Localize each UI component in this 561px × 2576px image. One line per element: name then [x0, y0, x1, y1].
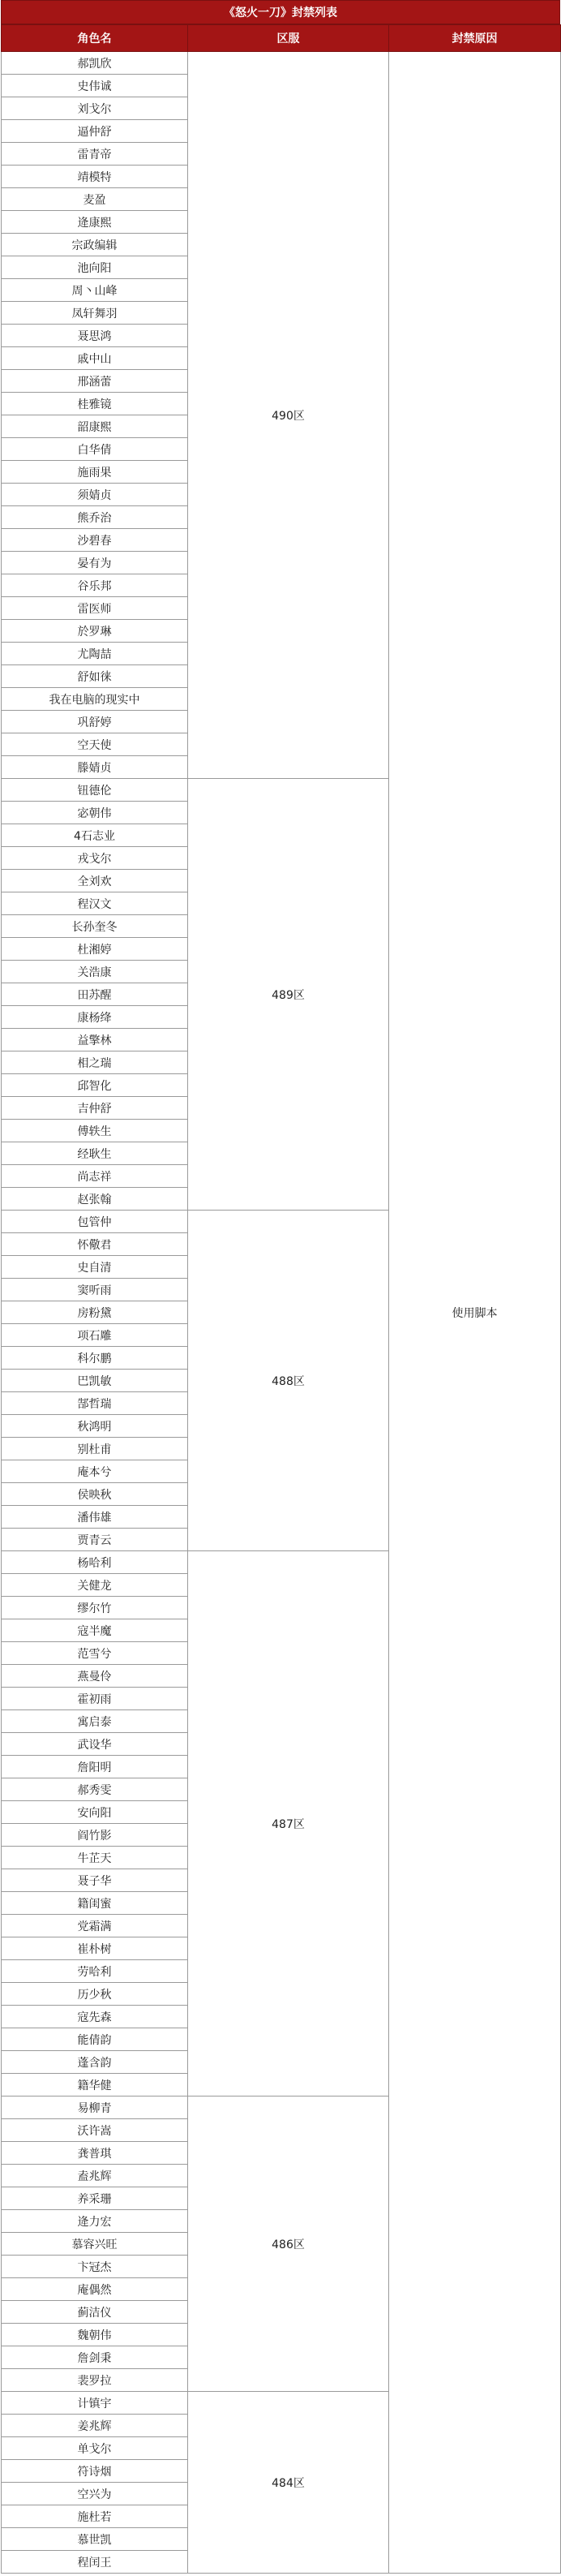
role-name-cell: 宗政编辑 — [2, 234, 188, 256]
role-name-cell: 戎戈尔 — [2, 847, 188, 870]
role-name-cell: 计镇宇 — [2, 2392, 188, 2415]
role-name-cell: 易柳青 — [2, 2096, 188, 2119]
role-name-cell: 籍闺蜜 — [2, 1892, 188, 1915]
role-name-cell: 阎竹影 — [2, 1824, 188, 1847]
role-name-cell: 房粉黛 — [2, 1301, 188, 1324]
ban-reason-cell: 使用脚本 — [389, 52, 561, 2574]
server-cell: 490区 — [188, 52, 389, 779]
role-name-cell: 杜湘婷 — [2, 938, 188, 961]
role-name-cell: 侯映秋 — [2, 1483, 188, 1506]
role-name-cell: 益擎林 — [2, 1029, 188, 1051]
role-name-cell: 巩舒婷 — [2, 711, 188, 733]
role-name-cell: 能倩韵 — [2, 2028, 188, 2051]
role-name-cell: 吉仲舒 — [2, 1097, 188, 1120]
role-name-cell: 舒如徕 — [2, 665, 188, 688]
role-name-cell: 武设华 — [2, 1733, 188, 1756]
role-name-cell: 关浩康 — [2, 961, 188, 983]
role-name-cell: 靖模特 — [2, 166, 188, 188]
role-name-cell: 全刘欢 — [2, 870, 188, 892]
role-name-cell: 庵偶然 — [2, 2278, 188, 2301]
role-name-cell: 詹阳明 — [2, 1756, 188, 1778]
role-name-cell: 晏有为 — [2, 552, 188, 574]
role-name-cell: 尤陶喆 — [2, 643, 188, 665]
role-name-cell: 安向阳 — [2, 1801, 188, 1824]
column-header-name: 角色名 — [2, 25, 188, 52]
ban-table — [1, 24, 561, 2574]
role-name-cell: 雷青帝 — [2, 143, 188, 166]
role-name-cell: 符诗烟 — [2, 2460, 188, 2483]
role-name-cell: 沙碧春 — [2, 529, 188, 552]
role-name-cell: 龚普琪 — [2, 2142, 188, 2165]
role-name-cell: 卞冠杰 — [2, 2256, 188, 2278]
role-name-cell: 慕世凯 — [2, 2528, 188, 2551]
role-name-cell: 施杜若 — [2, 2505, 188, 2528]
role-name-cell: 空天使 — [2, 733, 188, 756]
server-cell: 484区 — [188, 2392, 389, 2574]
role-name-cell: 詹剑秉 — [2, 2346, 188, 2369]
column-header-server: 区服 — [188, 25, 389, 52]
role-name-cell: 於罗琳 — [2, 620, 188, 643]
role-name-cell: 邱智化 — [2, 1074, 188, 1097]
role-name-cell: 蓟洁仪 — [2, 2301, 188, 2324]
role-name-cell: 桂雅镜 — [2, 393, 188, 415]
role-name-cell: 牛芷天 — [2, 1847, 188, 1869]
role-name-cell: 崔朴树 — [2, 1937, 188, 1960]
role-name-cell: 4石志业 — [2, 824, 188, 847]
role-name-cell: 史伟诚 — [2, 75, 188, 97]
role-name-cell: 康杨绛 — [2, 1006, 188, 1029]
role-name-cell: 长孙奎冬 — [2, 915, 188, 938]
role-name-cell: 逄力宏 — [2, 2210, 188, 2233]
server-cell: 488区 — [188, 1211, 389, 1551]
role-name-cell: 池向阳 — [2, 256, 188, 279]
role-name-cell: 宓朝伟 — [2, 802, 188, 824]
role-name-cell: 贾青云 — [2, 1529, 188, 1551]
role-name-cell: 田苏醒 — [2, 983, 188, 1006]
role-name-cell: 缪尔竹 — [2, 1597, 188, 1619]
table-header-row — [2, 25, 561, 52]
role-name-cell: 我在电脑的现实中 — [2, 688, 188, 711]
role-name-cell: 聂子华 — [2, 1869, 188, 1892]
role-name-cell: 党霜满 — [2, 1915, 188, 1937]
role-name-cell: 潘伟雄 — [2, 1506, 188, 1529]
role-name-cell: 郝凯欣 — [2, 52, 188, 75]
role-name-cell: 史自清 — [2, 1256, 188, 1279]
role-name-cell: 聂思鸿 — [2, 325, 188, 347]
role-name-cell: 盍兆辉 — [2, 2165, 188, 2187]
server-cell: 487区 — [188, 1551, 389, 2096]
role-name-cell: 程汉文 — [2, 892, 188, 915]
role-name-cell: 项石雕 — [2, 1324, 188, 1347]
role-name-cell: 历少秋 — [2, 1983, 188, 2006]
role-name-cell: 须婧贞 — [2, 484, 188, 506]
role-name-cell: 尚志祥 — [2, 1165, 188, 1188]
role-name-cell: 劳哈利 — [2, 1960, 188, 1983]
role-name-cell: 别杜甫 — [2, 1438, 188, 1460]
role-name-cell: 钮德伦 — [2, 779, 188, 802]
table-row — [2, 52, 561, 75]
role-name-cell: 寇先森 — [2, 2006, 188, 2028]
role-name-cell: 蓬含韵 — [2, 2051, 188, 2074]
role-name-cell: 熊乔治 — [2, 506, 188, 529]
role-name-cell: 寓启泰 — [2, 1710, 188, 1733]
column-header-reason: 封禁原因 — [389, 25, 561, 52]
server-cell: 489区 — [188, 779, 389, 1211]
role-name-cell: 韶康熙 — [2, 415, 188, 438]
role-name-cell: 凤轩舞羽 — [2, 302, 188, 325]
role-name-cell: 燕曼伶 — [2, 1665, 188, 1688]
role-name-cell: 滕婧贞 — [2, 756, 188, 779]
role-name-cell: 郜哲瑞 — [2, 1392, 188, 1415]
role-name-cell: 单戈尔 — [2, 2437, 188, 2460]
role-name-cell: 慕容兴旺 — [2, 2233, 188, 2256]
role-name-cell: 沃许嵩 — [2, 2119, 188, 2142]
role-name-cell: 庵本兮 — [2, 1460, 188, 1483]
role-name-cell: 雷医师 — [2, 597, 188, 620]
role-name-cell: 空兴为 — [2, 2483, 188, 2505]
server-cell: 486区 — [188, 2096, 389, 2392]
role-name-cell: 寇半魔 — [2, 1619, 188, 1642]
role-name-cell: 逼仲舒 — [2, 120, 188, 143]
role-name-cell: 经耿生 — [2, 1142, 188, 1165]
role-name-cell: 逄康熙 — [2, 211, 188, 234]
role-name-cell: 籍华健 — [2, 2074, 188, 2096]
role-name-cell: 秋鸿明 — [2, 1415, 188, 1438]
role-name-cell: 施雨果 — [2, 461, 188, 484]
role-name-cell: 刘戈尔 — [2, 97, 188, 120]
role-name-cell: 邢涵蕾 — [2, 370, 188, 393]
role-name-cell: 程闰王 — [2, 2551, 188, 2574]
table-body — [2, 52, 561, 2574]
role-name-cell: 关健龙 — [2, 1574, 188, 1597]
role-name-cell: 傅轶生 — [2, 1120, 188, 1142]
role-name-cell: 窦听雨 — [2, 1279, 188, 1301]
role-name-cell: 霍初雨 — [2, 1688, 188, 1710]
role-name-cell: 周丶山峰 — [2, 279, 188, 302]
role-name-cell: 戚中山 — [2, 347, 188, 370]
role-name-cell: 养采珊 — [2, 2187, 188, 2210]
role-name-cell: 谷乐邦 — [2, 574, 188, 597]
role-name-cell: 范雪兮 — [2, 1642, 188, 1665]
role-name-cell: 裴罗拉 — [2, 2369, 188, 2392]
role-name-cell: 白华倩 — [2, 438, 188, 461]
role-name-cell: 包管仲 — [2, 1211, 188, 1233]
role-name-cell: 科尔鹏 — [2, 1347, 188, 1370]
role-name-cell: 杨哈利 — [2, 1551, 188, 1574]
role-name-cell: 麦盈 — [2, 188, 188, 211]
ban-list — [1, 0, 560, 2574]
role-name-cell: 魏朝伟 — [2, 2324, 188, 2346]
role-name-cell: 姜兆辉 — [2, 2415, 188, 2437]
page-title: 《怒火一刀》封禁列表 — [1, 0, 560, 24]
role-name-cell: 巴凯敏 — [2, 1370, 188, 1392]
role-name-cell: 赵张翰 — [2, 1188, 188, 1211]
role-name-cell: 怀儆君 — [2, 1233, 188, 1256]
role-name-cell: 相之瑞 — [2, 1051, 188, 1074]
role-name-cell: 郝秀雯 — [2, 1778, 188, 1801]
